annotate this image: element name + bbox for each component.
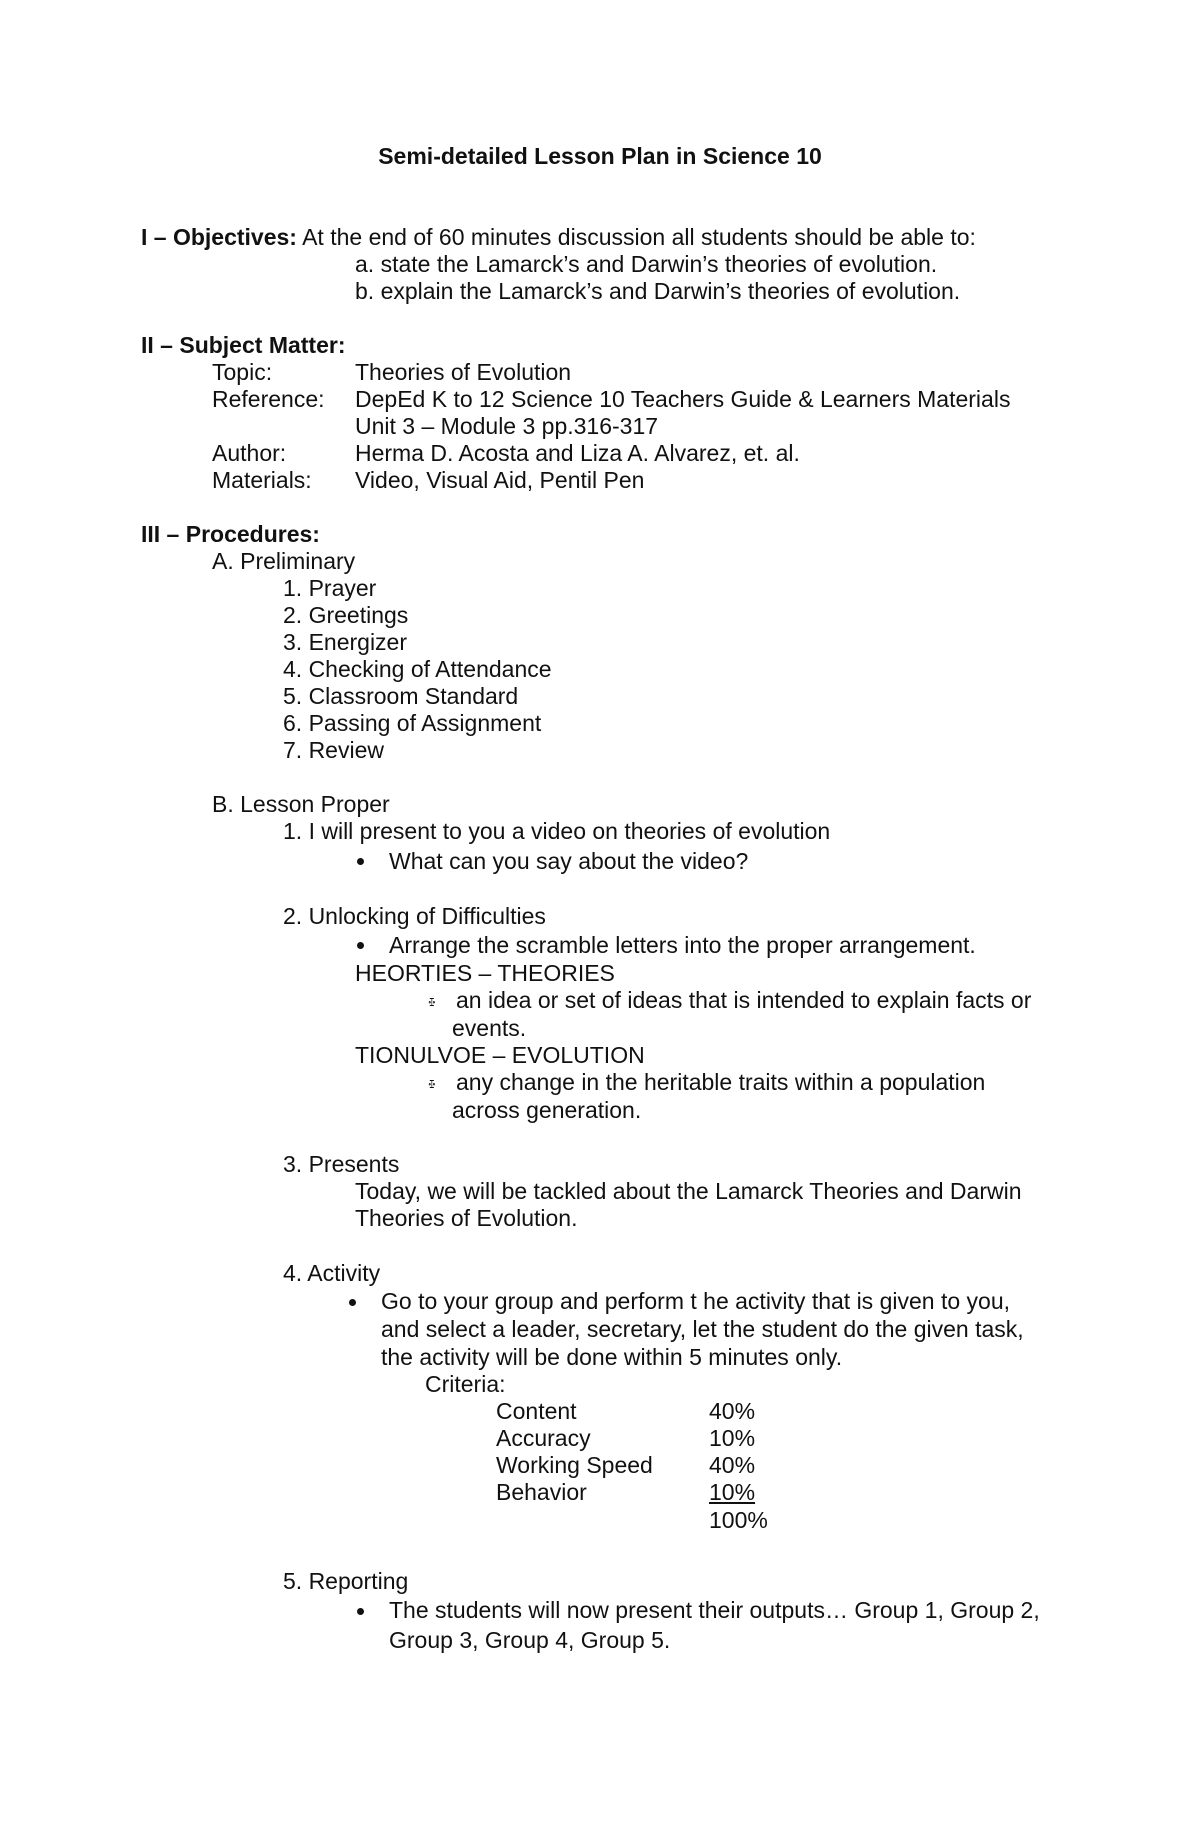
reference-label: Reference: <box>212 386 325 412</box>
preliminary-item: 1. Prayer <box>283 575 377 601</box>
materials-label: Materials: <box>212 467 312 493</box>
step-4-bullet-cont: the activity will be done within 5 minutes only. <box>381 1344 843 1370</box>
step-3-label: 3. Presents <box>283 1151 400 1177</box>
preliminary-item: 7. Review <box>283 737 384 763</box>
definition-2: any change in the heritable traits within a population <box>456 1069 986 1095</box>
objectives-heading: I – Objectives: <box>141 224 297 250</box>
objective-item-a: a. state the Lamarck’s and Darwin’s theories of evolution. <box>355 251 938 277</box>
step-2-bullet: Arrange the scramble letters into the proper arrangement. <box>389 932 976 958</box>
objective-item-b: b. explain the Lamarck’s and Darwin’s theories of evolution. <box>355 278 961 304</box>
lesson-proper-label: B. Lesson Proper <box>212 791 390 817</box>
step-5-bullet: The students will now present their outputs… Group 1, Group 2, <box>389 1597 1040 1623</box>
definition-marker-icon: ꔀ <box>428 1079 436 1091</box>
step-2-label: 2. Unlocking of Difficulties <box>283 903 546 929</box>
criteria-pct: 10% <box>709 1479 756 1505</box>
scramble-word-2: TIONULVOE – EVOLUTION <box>355 1042 645 1068</box>
definition-2-cont: across generation. <box>452 1097 642 1123</box>
criteria-name: Working Speed <box>496 1452 653 1478</box>
reference-value-cont: Unit 3 – Module 3 pp.316-317 <box>355 413 659 439</box>
bullet-dot <box>357 1608 364 1615</box>
preliminary-item: 3. Energizer <box>283 629 408 655</box>
criteria-pct: 10% <box>709 1425 756 1451</box>
author-value: Herma D. Acosta and Liza A. Alvarez, et. al. <box>355 440 800 466</box>
preliminary-item: 6. Passing of Assignment <box>283 710 542 736</box>
step-1-bullet: What can you say about the video? <box>389 848 749 874</box>
page-title: Semi-detailed Lesson Plan in Science 10 <box>378 143 822 169</box>
step-4-label: 4. Activity <box>283 1260 381 1286</box>
objectives-intro: At the end of 60 minutes discussion all students should be able to: <box>302 224 976 250</box>
topic-label: Topic: <box>212 359 273 385</box>
step-4-bullet: Go to your group and perform t he activity that is given to you, <box>381 1288 1010 1314</box>
criteria-name: Accuracy <box>496 1425 591 1451</box>
topic-value: Theories of Evolution <box>355 359 572 385</box>
step-5-label: 5. Reporting <box>283 1568 409 1594</box>
materials-value: Video, Visual Aid, Pentil Pen <box>355 467 645 493</box>
step-4-bullet-cont: and select a leader, secretary, let the student do the given task, <box>381 1316 1024 1342</box>
preliminary-item: 4. Checking of Attendance <box>283 656 552 682</box>
preliminary-item: 2. Greetings <box>283 602 409 628</box>
subject-matter-heading: II – Subject Matter: <box>141 332 346 358</box>
criteria-pct: 40% <box>709 1452 756 1478</box>
criteria-label: Criteria: <box>425 1371 506 1397</box>
step-5-bullet-cont: Group 3, Group 4, Group 5. <box>389 1627 671 1653</box>
criteria-pct: 40% <box>709 1398 756 1424</box>
procedures-heading: III – Procedures: <box>141 521 320 547</box>
definition-marker-icon: ꔀ <box>428 997 436 1009</box>
step-3-text: Today, we will be tackled about the Lamarck Theories and Darwin <box>355 1178 1022 1204</box>
scramble-word-1: HEORTIES – THEORIES <box>355 960 615 986</box>
criteria-name: Behavior <box>496 1479 587 1505</box>
bullet-dot <box>357 942 364 949</box>
preliminary-item: 5. Classroom Standard <box>283 683 519 709</box>
author-label: Author: <box>212 440 287 466</box>
objectives-line <box>141 224 976 251</box>
definition-1-cont: events. <box>452 1015 527 1041</box>
bullet-dot <box>349 1299 356 1306</box>
bullet-dot <box>357 858 364 865</box>
criteria-name: Content <box>496 1398 577 1424</box>
preliminary-label: A. Preliminary <box>212 548 356 574</box>
definition-1: an idea or set of ideas that is intended to explain facts or <box>456 987 1032 1013</box>
step-1-label: 1. I will present to you a video on theories of evolution <box>283 818 831 844</box>
reference-value: DepEd K to 12 Science 10 Teachers Guide & Learners Materials <box>355 386 1011 412</box>
step-3-text-cont: Theories of Evolution. <box>355 1205 578 1231</box>
criteria-total: 100% <box>709 1507 768 1533</box>
